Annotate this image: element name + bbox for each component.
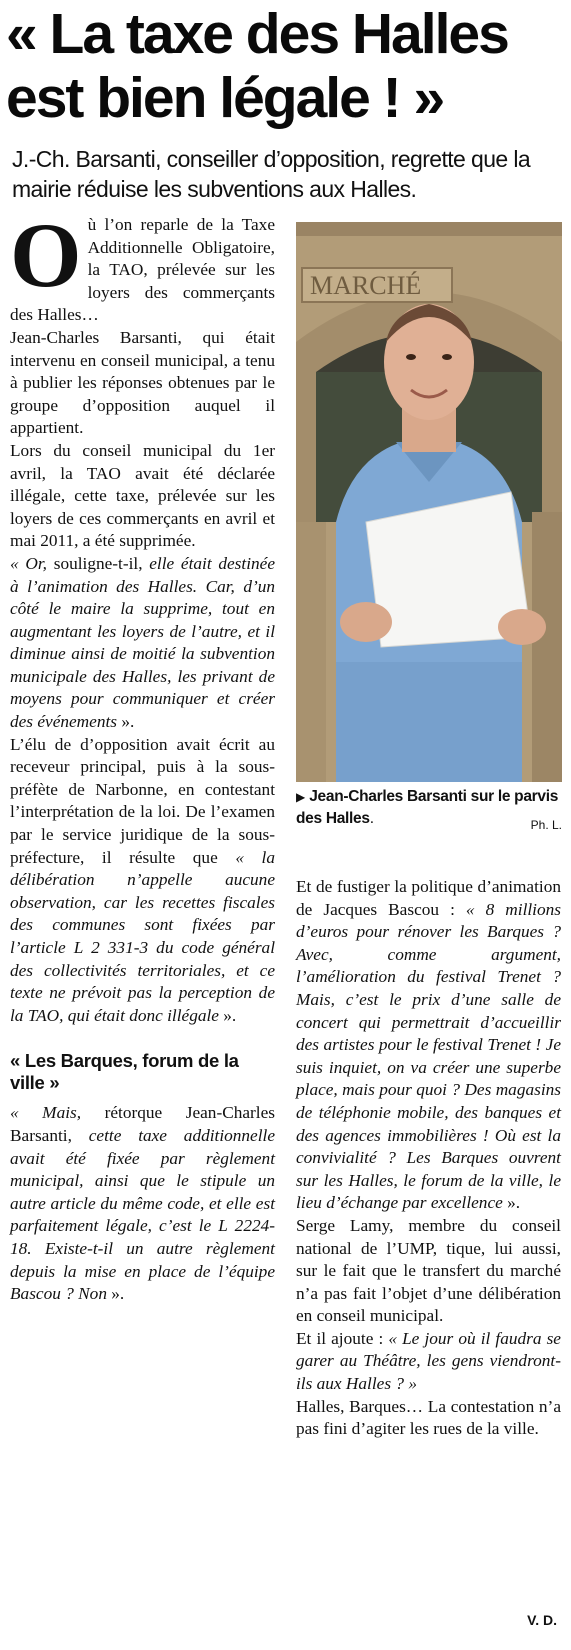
caption-arrow-icon: ▶ (296, 790, 306, 804)
paragraph-fustiger: Et de fustiger la politique d’animation de Jacques Bascou : « 8 millions d’euros pour rénover les Barques ? Avec, comme argument, l’amélioration du festival Trenet ? Mais, c’est le prix d’une salle de concert qui permettrait d’accueillir des artistes pour le festival Trenet ! Je suis inquiet, on va créer une superbe place, mais pour quoi ? Des magasins de téléphonie mobile, des banques et des agences immobilières ! Où est la convivialité ? Les Barques ouvrent sur les Halles, le forum de la ville, le lieu d’échange par excellence ». (296, 877, 561, 1213)
article-column-right (296, 876, 561, 1441)
intertitle: « Les Barques, forum de la ville » (10, 1050, 239, 1094)
headline-line-2: est bien légale ! » (6, 66, 444, 130)
photo-barsanti (296, 222, 562, 782)
photo-caption: ▶ Jean-Charles Barsanti sur le parvis des Halles. Ph. L. (296, 786, 562, 836)
paragraph-quote-mais: « Mais, rétorque Jean-Charles Barsanti, cette taxe additionnelle avait été fixée par règlement municipal, ainsi que le stipule un autre article du même code, et elle est parfaitement légale, c’est le L 2224-18. Existe-t-il un autre règlement depuis la mise en place de l’équipe Bascou ? Non ». (10, 1103, 275, 1304)
paragraph-barsanti: Jean-Charles Barsanti, qui était intervenu en conseil municipal, a tenu à publier les réponses obtenues par le groupe d’opposition auquel il appartient. (10, 327, 275, 438)
author-signature: V. D. (527, 1612, 557, 1628)
article-column-left (10, 204, 275, 1306)
paragraph-prefecture: L’élu de d’opposition avait écrit au receveur principal, puis à la sous-préfète de Narbonne, en contestant l’interprétation de la loi. De l’examen par le service juridique de la sous-préfecture, il résulte que « la délibération n’appelle aucune observation, car les recettes fiscales des communes sont fixées par l’article L 2 331-3 du code général des collectivités territoriales, et ce texte ne prévoit pas la perception de la TAO, qui était donc illégale ». (10, 734, 275, 1025)
drop-cap: O (10, 204, 82, 306)
photo-credit: Ph. L. (530, 818, 562, 832)
headline (6, 2, 566, 130)
paragraph-lamy: Serge Lamy, membre du conseil national de l’UMP, tique, lui aussi, sur le fait que le transfert du marché n’a pas fait l’objet d’une délibération en conseil municipal. (296, 1215, 561, 1326)
subheadline: J.-Ch. Barsanti, conseiller d’opposition, regrette que la mairie réduise les subventions aux Halles. (12, 146, 531, 202)
paragraph-ajoute: Et il ajoute : « Le jour où il faudra se garer au Théâtre, les gens viendront-ils aux Halles ? » (296, 1328, 561, 1394)
headline-line-1: « La taxe des Halles (6, 2, 508, 66)
paragraph-conseil: Lors du conseil municipal du 1er avril, la TAO avait été déclarée illégale, cette taxe, prélevée sur les loyers de ces commerçants en avril et mai 2011, a été supprimée. (10, 440, 275, 551)
paragraph-quote-or: « Or, souligne-t-il, elle était destinée à l’animation des Halles. Car, d’un côté le maire la supprime, tout en augmentant les loyers de l’autre, et il diminue ainsi de moitié la subvention municipale des Halles, les privant de moyens pour communiquer et créer des événements ». (10, 553, 275, 732)
paragraph-conclusion: Halles, Barques… La contestation n’a pas fini d’agiter les rues de la ville. (296, 1396, 561, 1439)
photo-illustration (296, 222, 562, 782)
paragraph-intro: Où l’on reparle de la Taxe Additionnelle Obligatoire, la TAO, prélevée sur les loyers des commerçants des Halles… (10, 204, 275, 325)
photo-sign-text: MARCHÉ (310, 271, 422, 300)
